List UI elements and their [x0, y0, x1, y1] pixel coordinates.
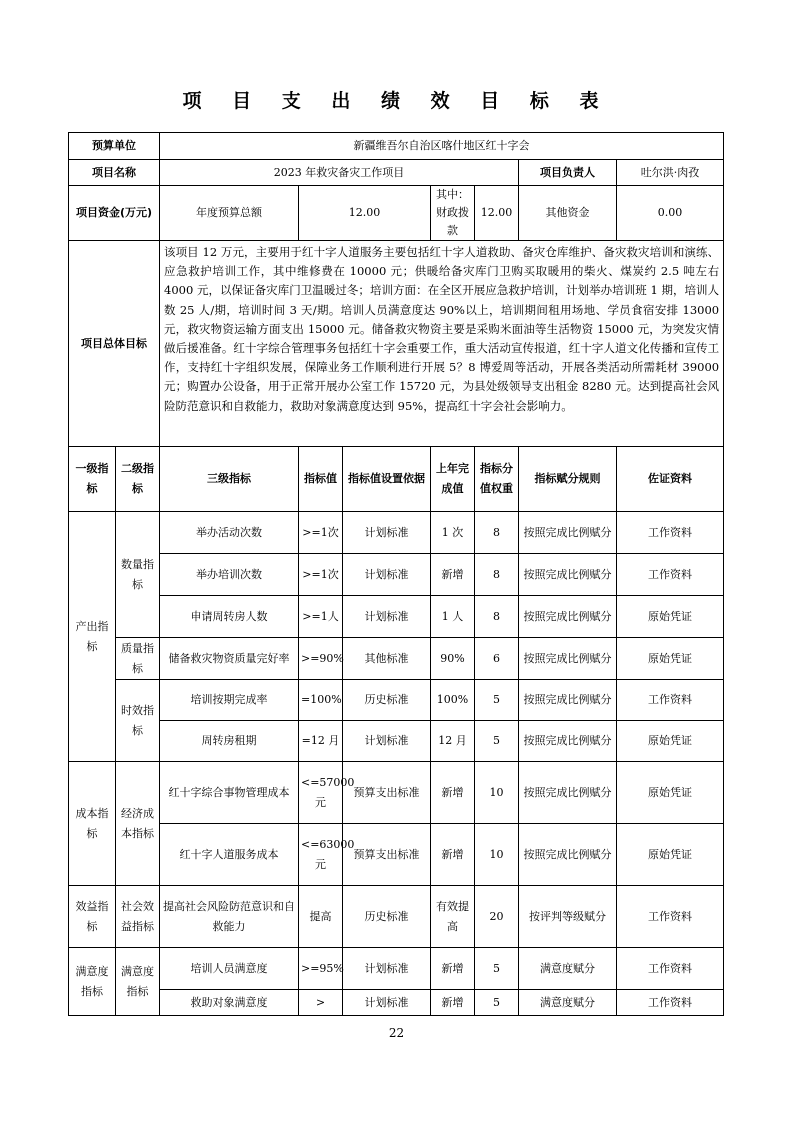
- header-level2: 二级指标: [116, 447, 160, 512]
- indicator-rule: 按照完成比例赋分: [519, 762, 617, 824]
- indicator-value: <=63000 元: [299, 824, 343, 886]
- indicator-last: 100%: [431, 680, 475, 721]
- subgroup-social: 社会效益指标: [116, 886, 160, 948]
- indicator-rule: 按评判等级赋分: [519, 886, 617, 948]
- group-output: 产出指标: [69, 512, 116, 762]
- goal-label: 项目总体目标: [69, 241, 160, 447]
- indicator-weight: 5: [475, 948, 519, 990]
- indicator-rule: 满意度赋分: [519, 990, 617, 1016]
- table-row: [69, 990, 724, 1016]
- indicator-basis: 其他标准: [343, 638, 431, 680]
- indicator-value: =12 月: [299, 721, 343, 762]
- subgroup-quality: 质量指标: [116, 638, 160, 680]
- header-level1: 一级指标: [69, 447, 116, 512]
- annual-value: 12.00: [299, 186, 431, 241]
- project-name-label: 项目名称: [69, 160, 160, 186]
- indicator-weight: 8: [475, 596, 519, 638]
- header-weight: 指标分值权重: [475, 447, 519, 512]
- indicator-name: 红十字人道服务成本: [160, 824, 299, 886]
- indicator-name: 举办培训次数: [160, 554, 299, 596]
- indicator-rule: 满意度赋分: [519, 948, 617, 990]
- indicator-weight: 10: [475, 824, 519, 886]
- header-rule: 指标赋分规则: [519, 447, 617, 512]
- indicator-basis: 计划标准: [343, 721, 431, 762]
- subgroup-satisfaction: 满意度指标: [116, 948, 160, 1016]
- table-row: [69, 762, 724, 824]
- indicator-basis: 计划标准: [343, 596, 431, 638]
- indicator-last: 新增: [431, 990, 475, 1016]
- indicator-evidence: 工作资料: [617, 512, 724, 554]
- subgroup-quantity: 数量指标: [116, 512, 160, 638]
- table-row: [69, 948, 724, 990]
- indicator-last: 1 次: [431, 512, 475, 554]
- indicator-value: >=90%: [299, 638, 343, 680]
- indicator-evidence: 工作资料: [617, 554, 724, 596]
- table-row: [69, 554, 724, 596]
- indicator-last: 新增: [431, 824, 475, 886]
- table-row: [69, 680, 724, 721]
- indicator-rule: 按照完成比例赋分: [519, 596, 617, 638]
- indicator-value: >=95%: [299, 948, 343, 990]
- group-benefit: 效益指标: [69, 886, 116, 948]
- indicator-name: 救助对象满意度: [160, 990, 299, 1016]
- indicator-evidence: 工作资料: [617, 886, 724, 948]
- indicator-evidence: 原始凭证: [617, 721, 724, 762]
- indicator-last: 新增: [431, 948, 475, 990]
- indicator-evidence: 原始凭证: [617, 762, 724, 824]
- funds-label: 项目资金(万元): [69, 186, 160, 241]
- indicator-name: 举办活动次数: [160, 512, 299, 554]
- indicator-value: <=57000 元: [299, 762, 343, 824]
- indicator-evidence: 原始凭证: [617, 596, 724, 638]
- indicator-name: 培训人员满意度: [160, 948, 299, 990]
- indicator-name: 培训按期完成率: [160, 680, 299, 721]
- project-name-value: 2023 年救灾备灾工作项目: [160, 160, 519, 186]
- header-evidence: 佐证资料: [617, 447, 724, 512]
- indicator-weight: 10: [475, 762, 519, 824]
- indicator-rule: 按照完成比例赋分: [519, 721, 617, 762]
- table-row: [69, 596, 724, 638]
- indicator-evidence: 原始凭证: [617, 638, 724, 680]
- indicator-weight: 8: [475, 554, 519, 596]
- indicator-value: >=1次: [299, 512, 343, 554]
- group-cost: 成本指标: [69, 762, 116, 886]
- indicator-basis: 历史标准: [343, 886, 431, 948]
- indicator-evidence: 工作资料: [617, 680, 724, 721]
- indicator-basis: 预算支出标准: [343, 824, 431, 886]
- indicator-rule: 按照完成比例赋分: [519, 512, 617, 554]
- indicator-weight: 6: [475, 638, 519, 680]
- indicator-basis: 预算支出标准: [343, 762, 431, 824]
- indicator-weight: 5: [475, 990, 519, 1016]
- budget-unit-value: 新疆维吾尔自治区喀什地区红十字会: [160, 133, 724, 160]
- indicator-weight: 5: [475, 721, 519, 762]
- header-value: 指标值: [299, 447, 343, 512]
- indicator-basis: 计划标准: [343, 554, 431, 596]
- indicator-name: 周转房租期: [160, 721, 299, 762]
- goal-text: 该项目 12 万元，主要用于红十字人道服务主要包括红十字人道救助、备灾仓库维护、备灾救灾培训和演练、应急救护培训工作，其中维修费在 10000 元；供暖给备灾库门卫购买取暖用的柴火、煤炭约 2.5 吨左右 4000 元，以保证备灾库门卫温暖过冬；培训方面：在全区开展应急救护培训，计划举办培训班 1 期，培训人数 25 人/期，培训时间 3 天/期。培训人员满意度达 90%以上，培训期间租用场地、学员食宿安排 13000 元，救灾物资运输方面支出 15000 元。储备救灾物资主要是采购米面油等生活物资 15000 元，为突发灾情做后援准备。红十字综合管理事务包括红十字会重要工作，重大活动宣传报道，红十字人道文化传播和宣传工作，支持红十字组织发展，保障业务工作顺利进行开展 5？8 博爱周等活动，开展各类活动所需耗材 39000 元；购置办公设备，用于正常开展办公室工作 15720 元，为县处级领导支出租金 8280 元。达到提高社会风险防范意识和自救能力，救助对象满意度达到 95%，提高红十字会社会影响力。: [160, 241, 724, 447]
- page-title: 项 目 支 出 绩 效 目 标 表: [182, 90, 611, 112]
- subgroup-timeliness: 时效指标: [116, 680, 160, 762]
- indicator-weight: 20: [475, 886, 519, 948]
- indicator-rule: 按照完成比例赋分: [519, 824, 617, 886]
- indicator-evidence: 原始凭证: [617, 824, 724, 886]
- header-last-year: 上年完成值: [431, 447, 475, 512]
- fiscal-value: 12.00: [475, 186, 519, 241]
- indicator-name: 申请周转房人数: [160, 596, 299, 638]
- performance-table: [68, 132, 724, 1016]
- indicator-value: =100%: [299, 680, 343, 721]
- indicator-value: >=1次: [299, 554, 343, 596]
- indicator-rule: 按照完成比例赋分: [519, 554, 617, 596]
- indicator-last: 新增: [431, 554, 475, 596]
- budget-unit-label: 预算单位: [69, 133, 160, 160]
- indicator-last: 90%: [431, 638, 475, 680]
- fiscal-label: 其中：财政拨款: [431, 186, 475, 241]
- indicator-last: 有效提高: [431, 886, 475, 948]
- indicator-last: 新增: [431, 762, 475, 824]
- indicator-weight: 5: [475, 680, 519, 721]
- page-number: 22: [388, 1026, 405, 1040]
- indicator-basis: 计划标准: [343, 948, 431, 990]
- indicator-basis: 历史标准: [343, 680, 431, 721]
- indicator-weight: 8: [475, 512, 519, 554]
- annual-label: 年度预算总额: [160, 186, 299, 241]
- table-row: [69, 638, 724, 680]
- indicator-value: 提高: [299, 886, 343, 948]
- indicator-evidence: 工作资料: [617, 990, 724, 1016]
- indicator-value: >=1人: [299, 596, 343, 638]
- other-value: 0.00: [617, 186, 724, 241]
- table-row: [69, 824, 724, 886]
- owner-value: 吐尔洪·肉孜: [617, 160, 724, 186]
- header-level3: 三级指标: [160, 447, 299, 512]
- indicator-rule: 按照完成比例赋分: [519, 680, 617, 721]
- other-label: 其他资金: [519, 186, 617, 241]
- indicator-value: >: [299, 990, 343, 1016]
- indicator-name: 红十字综合事物管理成本: [160, 762, 299, 824]
- indicator-name: 储备救灾物资质量完好率: [160, 638, 299, 680]
- indicator-rule: 按照完成比例赋分: [519, 638, 617, 680]
- indicator-last: 12 月: [431, 721, 475, 762]
- table-row: [69, 512, 724, 554]
- group-satisfaction: 满意度指标: [69, 948, 116, 1016]
- indicator-basis: 计划标准: [343, 990, 431, 1016]
- indicator-last: 1 人: [431, 596, 475, 638]
- indicator-name: 提高社会风险防范意识和自救能力: [160, 886, 299, 948]
- subgroup-economic: 经济成本指标: [116, 762, 160, 886]
- table-row: [69, 886, 724, 948]
- indicator-evidence: 工作资料: [617, 948, 724, 990]
- table-row: [69, 721, 724, 762]
- owner-label: 项目负责人: [519, 160, 617, 186]
- header-basis: 指标值设置依据: [343, 447, 431, 512]
- indicator-basis: 计划标准: [343, 512, 431, 554]
